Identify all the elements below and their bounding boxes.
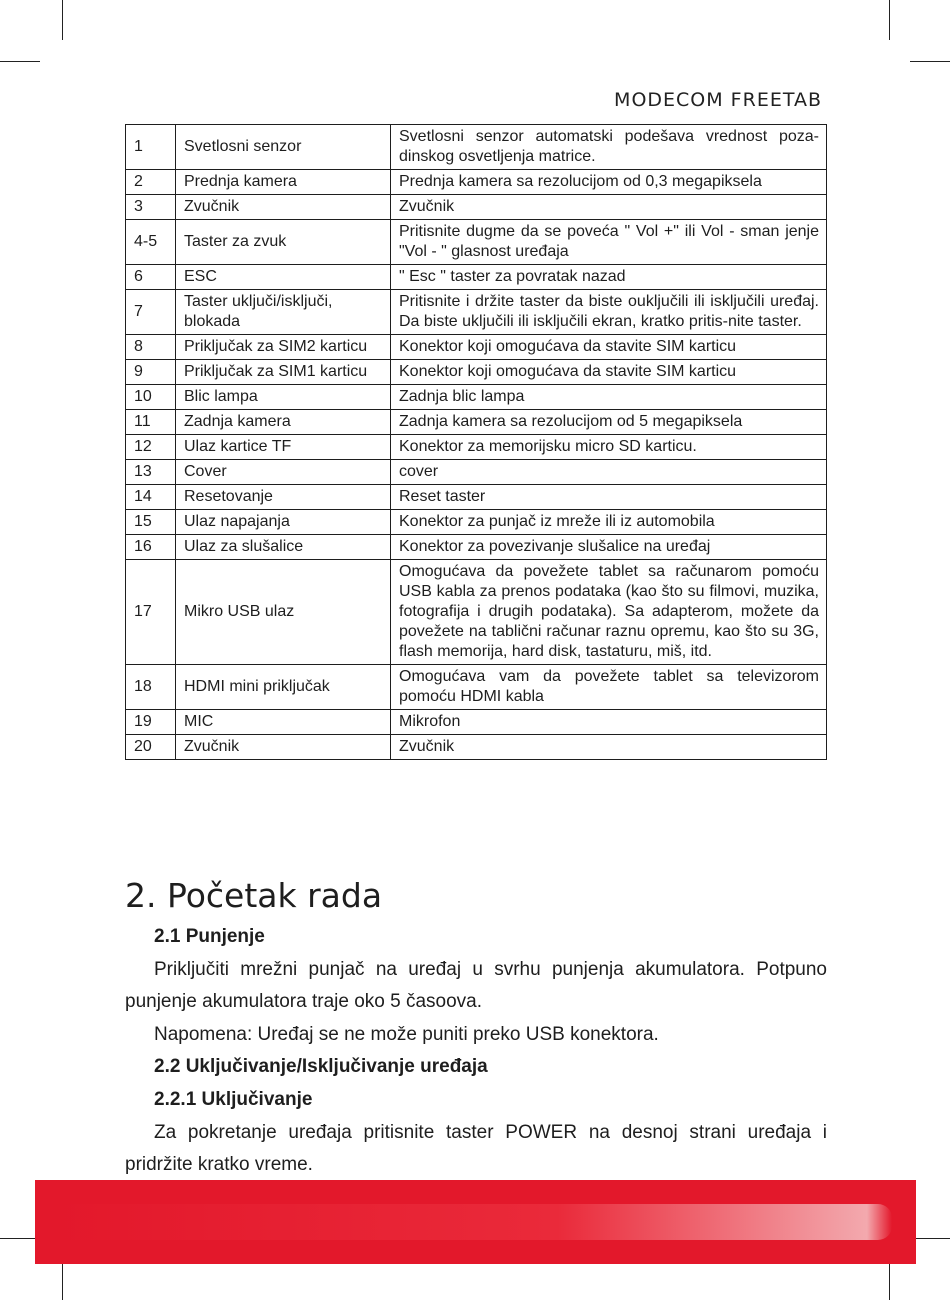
row-name: Zvučnik bbox=[176, 195, 391, 220]
row-description: Zadnja blic lampa bbox=[391, 385, 827, 410]
table-row bbox=[126, 290, 827, 335]
row-description: Omogućava da povežete tablet sa računarom pomoću USB kabla za prenos podataka (kao što su filmovi, muzika, fotografija i drugih podataka). Sa adapterom, možete da povežete na tablični računar raznu opremu, kao što su 3G, flash memorija, hard disk, tastaturu, miš, itd. bbox=[391, 560, 827, 665]
row-name: HDMI mini priključak bbox=[176, 665, 391, 710]
table-row bbox=[126, 735, 827, 760]
row-name: Mikro USB ulaz bbox=[176, 560, 391, 665]
subheading-power-on: 2.2.1 Uključivanje bbox=[154, 1089, 313, 1110]
row-description: Konektor koji omogućava da stavite SIM karticu bbox=[391, 335, 827, 360]
row-name: Svetlosni senzor bbox=[176, 125, 391, 170]
crop-mark bbox=[910, 61, 950, 62]
row-name: ESC bbox=[176, 265, 391, 290]
row-name: Zadnja kamera bbox=[176, 410, 391, 435]
row-number: 2 bbox=[126, 170, 176, 195]
row-number: 13 bbox=[126, 460, 176, 485]
crop-mark bbox=[889, 0, 890, 40]
row-number: 10 bbox=[126, 385, 176, 410]
row-description: Mikrofon bbox=[391, 710, 827, 735]
row-name: Resetovanje bbox=[176, 485, 391, 510]
row-number: 9 bbox=[126, 360, 176, 385]
row-number: 20 bbox=[126, 735, 176, 760]
row-description: Zadnja kamera sa rezolucijom od 5 megapiksela bbox=[391, 410, 827, 435]
row-name: Ulaz za slušalice bbox=[176, 535, 391, 560]
table-row bbox=[126, 460, 827, 485]
row-description: Pritisnite i držite taster da biste ouključili ili isključili uređaj. Da biste uključili ili isključili ekran, kratko pritis-nite taster. bbox=[391, 290, 827, 335]
table-row bbox=[126, 710, 827, 735]
row-description: Pritisnite dugme da se poveća " Vol +" ili Vol - sman jenje "Vol - " glasnost uređaja bbox=[391, 220, 827, 265]
table-row bbox=[126, 195, 827, 220]
row-description: Zvučnik bbox=[391, 195, 827, 220]
table-row bbox=[126, 265, 827, 290]
spec-table bbox=[125, 124, 827, 760]
table-row bbox=[126, 410, 827, 435]
row-description: cover bbox=[391, 460, 827, 485]
row-number: 3 bbox=[126, 195, 176, 220]
row-description: Omogućava vam da povežete tablet sa televizorom pomoću HDMI kabla bbox=[391, 665, 827, 710]
crop-mark bbox=[0, 61, 40, 62]
row-number: 8 bbox=[126, 335, 176, 360]
table-row bbox=[126, 510, 827, 535]
subheading-power: 2.2 Uključivanje/Isključivanje uređaja bbox=[154, 1056, 488, 1077]
row-number: 12 bbox=[126, 435, 176, 460]
row-number: 17 bbox=[126, 560, 176, 665]
row-description: Prednja kamera sa rezolucijom od 0,3 megapiksela bbox=[391, 170, 827, 195]
page-header: MODECOM FREETAB bbox=[614, 89, 822, 111]
crop-mark bbox=[62, 0, 63, 40]
row-number: 14 bbox=[126, 485, 176, 510]
row-number: 16 bbox=[126, 535, 176, 560]
row-description: Reset taster bbox=[391, 485, 827, 510]
footer-band-highlight bbox=[56, 1204, 892, 1240]
crop-mark bbox=[916, 1238, 950, 1239]
row-description: Svetlosni senzor automatski podešava vrednost poza-dinskog osvetljenja matrice. bbox=[391, 125, 827, 170]
row-description: " Esc " taster za povratak nazad bbox=[391, 265, 827, 290]
row-number: 4-5 bbox=[126, 220, 176, 265]
row-name: Ulaz kartice TF bbox=[176, 435, 391, 460]
row-name: Taster za zvuk bbox=[176, 220, 391, 265]
crop-mark bbox=[62, 1262, 63, 1300]
row-description: Zvučnik bbox=[391, 735, 827, 760]
table-row bbox=[126, 435, 827, 460]
row-name: Blic lampa bbox=[176, 385, 391, 410]
crop-mark bbox=[0, 1238, 35, 1239]
row-number: 6 bbox=[126, 265, 176, 290]
row-name: Priključak za SIM1 karticu bbox=[176, 360, 391, 385]
paragraph-power-on: Za pokretanje uređaja pritisnite taster POWER na desnoj strani uređaja i pridržite kratko vreme. bbox=[125, 1122, 827, 1175]
row-number: 11 bbox=[126, 410, 176, 435]
row-name: MIC bbox=[176, 710, 391, 735]
row-name: Priključak za SIM2 karticu bbox=[176, 335, 391, 360]
spec-table-body bbox=[126, 125, 827, 760]
row-name: Cover bbox=[176, 460, 391, 485]
row-description: Konektor za punjač iz mreže ili iz automobila bbox=[391, 510, 827, 535]
table-row bbox=[126, 125, 827, 170]
row-name: Zvučnik bbox=[176, 735, 391, 760]
row-number: 7 bbox=[126, 290, 176, 335]
row-number: 1 bbox=[126, 125, 176, 170]
table-row bbox=[126, 170, 827, 195]
table-row bbox=[126, 535, 827, 560]
row-description: Konektor za memorijsku micro SD karticu. bbox=[391, 435, 827, 460]
subheading-charging: 2.1 Punjenje bbox=[154, 926, 265, 947]
row-description: Konektor za povezivanje slušalice na uređaj bbox=[391, 535, 827, 560]
row-description: Konektor koji omogućava da stavite SIM karticu bbox=[391, 360, 827, 385]
row-name: Ulaz napajanja bbox=[176, 510, 391, 535]
paragraph-charging: Priključiti mrežni punjač na uređaj u svrhu punjenja akumulatora. Potpuno punjenje akumulatora traje oko 5 časoova. bbox=[125, 959, 827, 1012]
row-number: 19 bbox=[126, 710, 176, 735]
table-row bbox=[126, 485, 827, 510]
row-number: 15 bbox=[126, 510, 176, 535]
crop-mark bbox=[889, 1262, 890, 1300]
table-row bbox=[126, 560, 827, 665]
row-name: Taster uključi/isključi, blokada bbox=[176, 290, 391, 335]
table-row bbox=[126, 335, 827, 360]
table-row bbox=[126, 220, 827, 265]
table-row bbox=[126, 665, 827, 710]
row-number: 18 bbox=[126, 665, 176, 710]
row-name: Prednja kamera bbox=[176, 170, 391, 195]
paragraph-note: Napomena: Uređaj se ne može puniti preko USB konektora. bbox=[154, 1024, 659, 1045]
table-row bbox=[126, 385, 827, 410]
section-title: 2. Početak rada bbox=[125, 876, 383, 915]
table-row bbox=[126, 360, 827, 385]
